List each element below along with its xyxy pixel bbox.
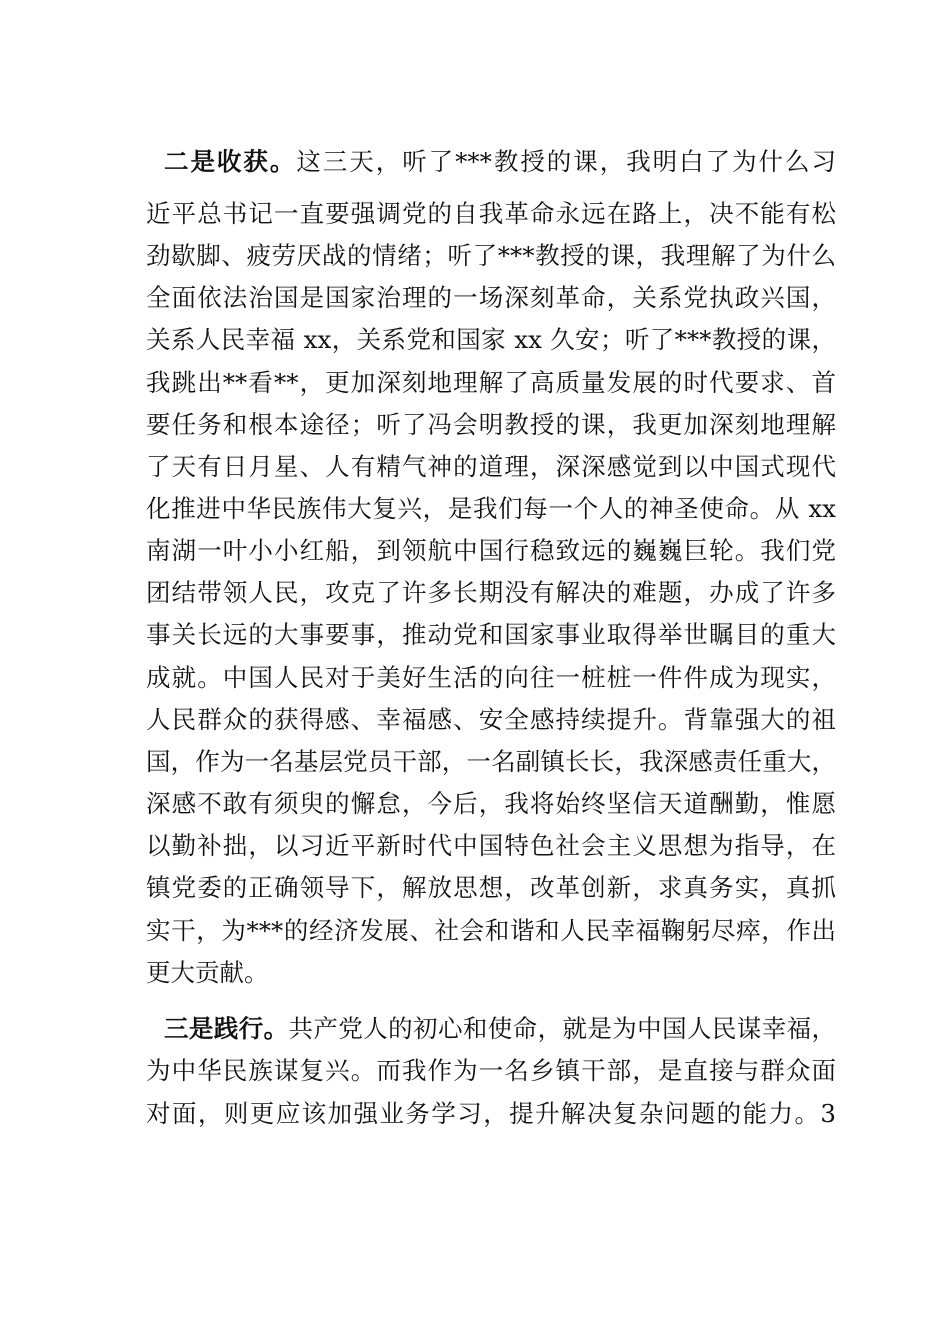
- paragraph-2-line-11: 团结带领人民，攻克了许多长期没有解决的难题，办成了许多: [146, 578, 836, 607]
- paragraph-2-line-9: 化推进中华民族伟大复兴，是我们每一个人的神圣使命。从 xx: [146, 494, 836, 523]
- paragraph-2-line-12: 事关长远的大事要事，推动党和国家事业取得举世瞩目的重大: [146, 620, 836, 649]
- paragraph-2-line-7: 要任务和根本途径；听了冯会明教授的课，我更加深刻地理解: [146, 410, 836, 439]
- paragraph-2-line-4: 全面依法治国是国家治理的一场深刻革命，关系党执政兴国，: [146, 283, 836, 312]
- paragraph-3-lead: 三是践行。: [164, 1014, 289, 1043]
- paragraph-3-line-3: 对面，则更应该加强业务学习，提升解决复杂问题的能力。3: [146, 1099, 836, 1128]
- paragraph-2-line-8: 了天有日月星、人有精气神的道理，深深感觉到以中国式现代: [146, 452, 836, 481]
- paragraph-2-line-19: 实干，为***的经济发展、社会和谐和人民幸福鞠躬尽瘁，作出: [146, 916, 836, 945]
- paragraph-2-line-2: 近平总书记一直要强调党的自我革命永远在路上，决不能有松: [146, 199, 836, 228]
- paragraph-2-line-16: 深感不敢有须臾的懈怠，今后，我将始终坚信天道酬勤，惟愿: [146, 789, 836, 818]
- paragraph-2-line-17: 以勤补拙，以习近平新时代中国特色社会主义思想为指导，在: [146, 831, 836, 860]
- paragraph-2-text: 这三天，听了***教授的课，我明白了为什么习: [296, 147, 836, 176]
- paragraph-2-lead: 二是收获。: [164, 147, 297, 176]
- paragraph-2-line-13: 成就。中国人民对于美好生活的向往一桩桩一件件成为现实，: [146, 663, 836, 692]
- paragraph-2-line-10: 南湖一叶小小红船，到领航中国行稳致远的巍巍巨轮。我们党: [146, 536, 836, 565]
- paragraph-2-line-5: 关系人民幸福 xx，关系党和国家 xx 久安；听了***教授的课，: [146, 325, 836, 354]
- paragraph-2-line-20: 更大贡献。: [146, 958, 269, 987]
- paragraph-2-line-3: 劲歇脚、疲劳厌战的情绪；听了***教授的课，我理解了为什么: [146, 241, 836, 270]
- paragraph-3-line-1: [164, 1011, 836, 1047]
- paragraph-2-line-14: 人民群众的获得感、幸福感、安全感持续提升。背靠强大的祖: [146, 705, 836, 734]
- paragraph-2-line-15: 国，作为一名基层党员干部，一名副镇长长，我深感责任重大，: [146, 747, 836, 776]
- paragraph-2-line-18: 镇党委的正确领导下，解放思想，改革创新，求真务实，真抓: [146, 873, 836, 902]
- paragraph-3-text: 共产党人的初心和使命，就是为中国人民谋幸福，: [288, 1014, 836, 1043]
- paragraph-3-line-2: 为中华民族谋复兴。而我作为一名乡镇干部，是直接与群众面: [146, 1056, 836, 1085]
- paragraph-2-line-6: 我跳出**看**，更加深刻地理解了高质量发展的时代要求、首: [146, 368, 836, 397]
- paragraph-2-line-1: [164, 144, 836, 180]
